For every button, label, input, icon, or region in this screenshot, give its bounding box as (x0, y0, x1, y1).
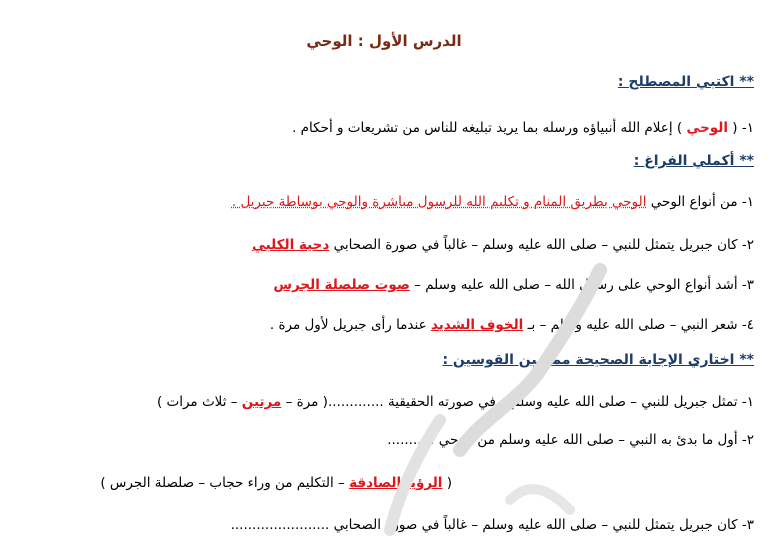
choose-item-2-options (100, 474, 452, 492)
choose-item-1-answer: مرتين (241, 394, 282, 410)
section-heading-term: ** اكتبي المصطلح : (617, 74, 754, 90)
choose-item-2-rest: – التكليم من وراء حجاب – صلصلة الجرس ) (100, 475, 350, 491)
fill-item-4-text: ٤- شعر النبي – صلى الله عليه وسلم – بـ (523, 317, 754, 333)
choose-item-1-text: ١- تمثل جبريل للنبي – صلى الله عليه وسلم – في صورته الحقيقية .............( مرة – (281, 394, 754, 410)
fill-item-3-text: ٣- أشد أنواع الوحي على رسول الله – صلى الله عليه وسلم – (409, 277, 754, 293)
fill-item-3 (273, 276, 754, 294)
fill-item-1 (232, 193, 754, 211)
term-item-1-definition: ) إعلام الله أنبياؤه ورسله بما يريد تبليغه للناس من تشريعات و أحكام . (292, 120, 687, 136)
choose-item-1-rest: – ثلاث مرات ) (156, 394, 242, 410)
term-item-1-number: ١- ( (728, 120, 754, 136)
fill-item-2-answer: دحية الكلبي (251, 237, 330, 253)
term-item-1-answer: الوحي (686, 120, 728, 136)
fill-item-3-answer: صوت صلصلة الجرس (273, 277, 410, 293)
fill-item-4 (270, 316, 754, 334)
section-heading-fill: ** أكملي الفراغ : (633, 153, 754, 169)
choose-item-3: ٣- كان جبريل يتمثل للنبي – صلى الله عليه وسلم – غالباً في صورة الصحابي ....................... (230, 517, 754, 533)
fill-item-2 (252, 236, 754, 254)
term-item-1 (292, 119, 754, 137)
lesson-title: الدرس الأول : الوحي (306, 32, 462, 50)
fill-item-4-rest: عندما رأى جبريل لأول مرة . (269, 317, 431, 333)
section-heading-choose: ** اختاري الإجابة الصحيحة مما بين القوسين : (442, 352, 754, 368)
choose-item-2-open: ( (442, 475, 452, 491)
choose-item-1 (157, 393, 754, 411)
choose-item-2: ٢- أول ما بدئ به النبي – صلى الله عليه وسلم من الوحي ........... (387, 432, 754, 448)
choose-item-2-answer: الرؤيا الصادقة (349, 475, 443, 491)
fill-item-1-answer: الوحي بطريق المنام و تكليم الله للرسول مباشرة والوحي بوساطة جبريل . (231, 194, 647, 210)
fill-item-1-text: ١- من أنواع الوحي (646, 194, 754, 210)
fill-item-2-text: ٢- كان جبريل يتمثل للنبي – صلى الله عليه وسلم – غالباً في صورة الصحابي (329, 237, 754, 253)
fill-item-4-answer: الخوف الشديد (430, 317, 524, 333)
